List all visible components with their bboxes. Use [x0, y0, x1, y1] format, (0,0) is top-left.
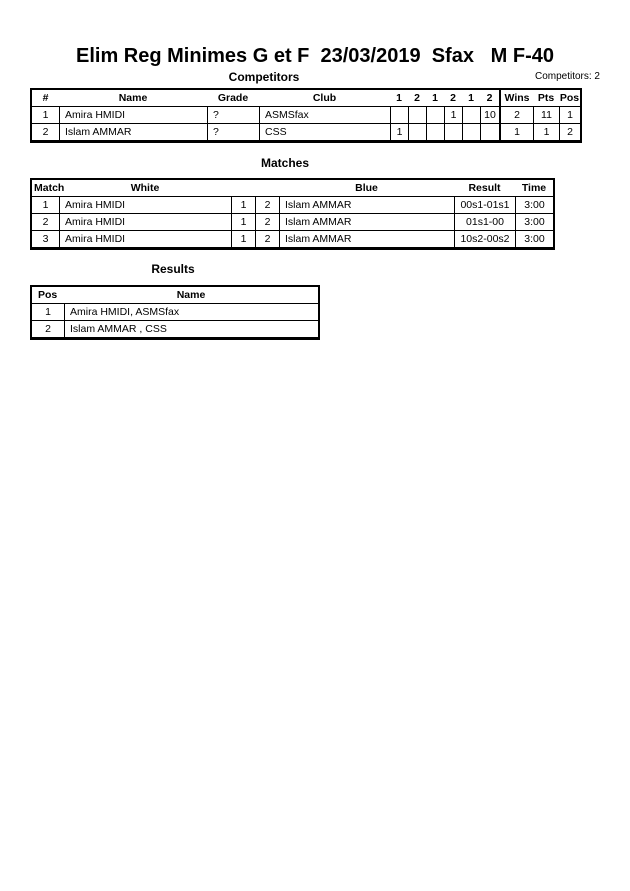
header-white: White [130, 182, 160, 194]
results-section-heading: Results [151, 262, 195, 276]
header-blue-number [255, 180, 279, 196]
white-name-cell: Amira HMIDI [59, 196, 231, 213]
white-name-cell: Amira HMIDI [59, 230, 231, 247]
result-pos-cell: 2 [32, 320, 64, 337]
header-number: # [42, 92, 49, 104]
blue-number-cell: 2 [255, 196, 279, 213]
blue-name-cell: Islam AMMAR [279, 230, 454, 247]
competitor-grade-cell: ? [207, 106, 259, 123]
match-row [32, 213, 553, 230]
match-number-cell: 3 [32, 230, 59, 247]
white-number-cell: 1 [231, 230, 255, 247]
result-name-cell: Amira HMIDI, ASMSfax [64, 303, 318, 320]
header-score-6: 2 [486, 92, 493, 104]
header-pos: Pos [559, 92, 580, 104]
white-name-cell: Amira HMIDI [59, 213, 231, 230]
score-cell [462, 123, 480, 140]
pts-cell: 11 [533, 106, 559, 123]
match-row [32, 230, 553, 247]
competitor-club-cell: CSS [259, 123, 390, 140]
competitor-club-cell: ASMSfax [259, 106, 390, 123]
header-club: Club [312, 92, 337, 104]
competitor-grade-cell: ? [207, 123, 259, 140]
competitor-row [32, 106, 580, 123]
blue-number-cell: 2 [255, 230, 279, 247]
blue-number-cell: 2 [255, 213, 279, 230]
white-number-cell: 1 [231, 196, 255, 213]
match-row [32, 196, 553, 213]
header-blue: Blue [355, 182, 378, 194]
competitor-name-cell: Amira HMIDI [59, 106, 207, 123]
result-cell: 10s2-00s2 [454, 230, 515, 247]
time-cell: 3:00 [515, 213, 553, 230]
header-time: Time [521, 182, 547, 194]
competitors-count-label: Competitors: 2 [534, 71, 600, 82]
results-table [30, 285, 320, 340]
result-row [32, 303, 318, 320]
match-number-cell: 1 [32, 196, 59, 213]
score-cell [462, 106, 480, 123]
pts-cell: 1 [533, 123, 559, 140]
score-cell [408, 106, 426, 123]
header-name: Name [118, 92, 148, 104]
header-white-number [231, 180, 255, 196]
competitor-number-cell: 1 [32, 106, 59, 123]
competitor-row [32, 123, 580, 140]
competitors-section-heading: Competitors [228, 70, 300, 84]
score-cell: 1 [390, 123, 408, 140]
score-cell [444, 123, 462, 140]
competitors-table [30, 88, 582, 143]
competitor-name-cell: Islam AMMAR [59, 123, 207, 140]
header-wins: Wins [499, 90, 533, 106]
time-cell: 3:00 [515, 230, 553, 247]
competitors-header-row [32, 90, 580, 106]
header-grade: Grade [217, 92, 249, 104]
result-name-cell: Islam AMMAR , CSS [64, 320, 318, 337]
score-cell: 10 [480, 106, 499, 123]
header-pos: Pos [38, 289, 58, 301]
blue-name-cell: Islam AMMAR [279, 213, 454, 230]
pos-cell: 1 [559, 106, 580, 123]
results-header-row [32, 287, 318, 303]
header-score-5: 1 [468, 92, 474, 104]
score-cell: 1 [444, 106, 462, 123]
header-name: Name [176, 289, 206, 301]
matches-section-heading: Matches [260, 156, 310, 170]
competitor-number-cell: 2 [32, 123, 59, 140]
result-cell: 01s1-00 [454, 213, 515, 230]
header-match: Match [34, 182, 65, 194]
page-title: Elim Reg Minimes G et F 23/03/2019 Sfax M F-40 [76, 45, 554, 67]
match-number-cell: 2 [32, 213, 59, 230]
result-cell: 00s1-01s1 [454, 196, 515, 213]
result-row [32, 320, 318, 337]
wins-cell: 1 [499, 123, 533, 140]
matches-header-row [32, 180, 553, 196]
score-cell [426, 123, 444, 140]
header-score-2: 2 [414, 92, 420, 104]
header-pts: Pts [537, 92, 555, 104]
matches-table [30, 178, 555, 250]
score-cell [426, 106, 444, 123]
header-result: Result [468, 182, 501, 194]
header-score-4: 2 [450, 92, 456, 104]
result-pos-cell: 1 [32, 303, 64, 320]
score-cell [480, 123, 499, 140]
wins-cell: 2 [499, 106, 533, 123]
score-cell [390, 106, 408, 123]
header-score-1: 1 [396, 92, 402, 104]
blue-name-cell: Islam AMMAR [279, 196, 454, 213]
pos-cell: 2 [559, 123, 580, 140]
time-cell: 3:00 [515, 196, 553, 213]
score-cell [408, 123, 426, 140]
white-number-cell: 1 [231, 213, 255, 230]
header-score-3: 1 [432, 92, 438, 104]
